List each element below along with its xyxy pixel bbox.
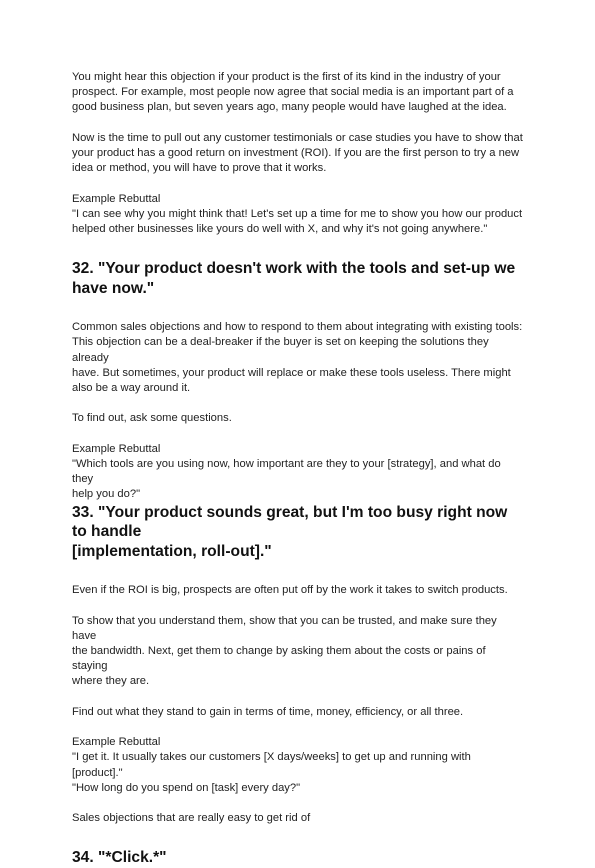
text-line: You might hear this objection if your product is the first of its kind in the industry of your xyxy=(72,71,501,83)
rebuttal-line: "I get it. It usually takes our customers [X days/weeks] to get up and running with [product]." xyxy=(72,751,471,779)
text-line: also be a way around it. xyxy=(72,382,191,395)
text-line: idea or method, you will have to prove that it works. xyxy=(72,162,327,175)
text-line: good business plan, but seven years ago, many people would have laughed at the idea. xyxy=(72,101,507,114)
section-32-heading: 32. "Your product doesn't work with the tools and set-up we have now." xyxy=(72,260,516,297)
text-line: where they are. xyxy=(72,675,150,688)
section-33-paragraph-1: Even if the ROI is big, prospects are often put off by the work it takes to switch products. xyxy=(72,584,508,597)
paragraph-spacer xyxy=(72,176,524,191)
intro-paragraph-2 xyxy=(72,131,524,177)
section-spacer xyxy=(72,561,524,583)
text-line: your product has a good return on investment (ROI). If you are the first person to try a new xyxy=(72,147,520,159)
section-spacer xyxy=(72,237,524,259)
text-line: To show that you understand them, show that you can be trusted, and make sure they have xyxy=(72,614,497,642)
text-line: have. But sometimes, your product will replace or make these tools useless. There might xyxy=(72,366,511,379)
heading-line: 33. "Your product sounds great, but I'm too busy right now to handle xyxy=(72,503,508,541)
paragraph-spacer xyxy=(72,598,524,613)
section-33-closing: Sales objections that are really easy to get rid of xyxy=(72,812,311,825)
paragraph-spacer xyxy=(72,690,524,705)
text-line: Common sales objections and how to respond to them about integrating with existing tools: xyxy=(72,321,523,334)
section-33-rebuttal-block xyxy=(72,735,524,796)
rebuttal-line: "I can see why you might think that! Let's set up a time for me to show you how our product xyxy=(72,207,523,220)
rebuttal-label: Example Rebuttal xyxy=(72,736,161,749)
rebuttal-line: "Which tools are you using now, how important are they to your [strategy], and what do they xyxy=(72,458,501,486)
rebuttal-line: help you do?" xyxy=(72,488,141,501)
section-32-rebuttal-block xyxy=(72,442,524,503)
intro-rebuttal-block xyxy=(72,192,524,238)
section-33-heading xyxy=(72,503,524,562)
rebuttal-line: helped other businesses like yours do well with X, and why it's not going anywhere." xyxy=(72,223,488,235)
section-32-paragraph-2: To find out, ask some questions. xyxy=(72,412,232,425)
paragraph-spacer xyxy=(72,396,524,411)
paragraph-spacer xyxy=(72,427,524,442)
section-spacer xyxy=(72,826,524,848)
heading-line: [implementation, roll-out]." xyxy=(72,542,272,560)
paragraph-spacer xyxy=(72,796,524,811)
text-line: Now is the time to pull out any customer testimonials or case studies you have to show that xyxy=(72,131,523,144)
text-line: the bandwidth. Next, get them to change by asking them about the costs or pains of staying xyxy=(72,644,486,673)
section-33-paragraph-3: Find out what they stand to gain in terms of time, money, efficiency, or all three. xyxy=(72,705,464,718)
section-spacer xyxy=(72,298,524,320)
rebuttal-label: Example Rebuttal xyxy=(72,442,161,455)
paragraph-spacer xyxy=(72,116,524,131)
intro-paragraph-1 xyxy=(72,70,524,116)
section-32-paragraph-1 xyxy=(72,320,524,396)
section-34-heading: 34. "*Click.*" xyxy=(72,849,167,867)
text-line: This objection can be a deal-breaker if the buyer is set on keeping the solutions they already xyxy=(72,336,489,364)
paragraph-spacer xyxy=(72,720,524,735)
section-33-paragraph-2 xyxy=(72,614,524,690)
rebuttal-label: Example Rebuttal xyxy=(72,192,161,205)
document-page xyxy=(72,70,524,868)
rebuttal-line: "How long do you spend on [task] every day?" xyxy=(72,781,301,794)
text-line: prospect. For example, most people now agree that social media is an important part of a xyxy=(72,86,514,99)
